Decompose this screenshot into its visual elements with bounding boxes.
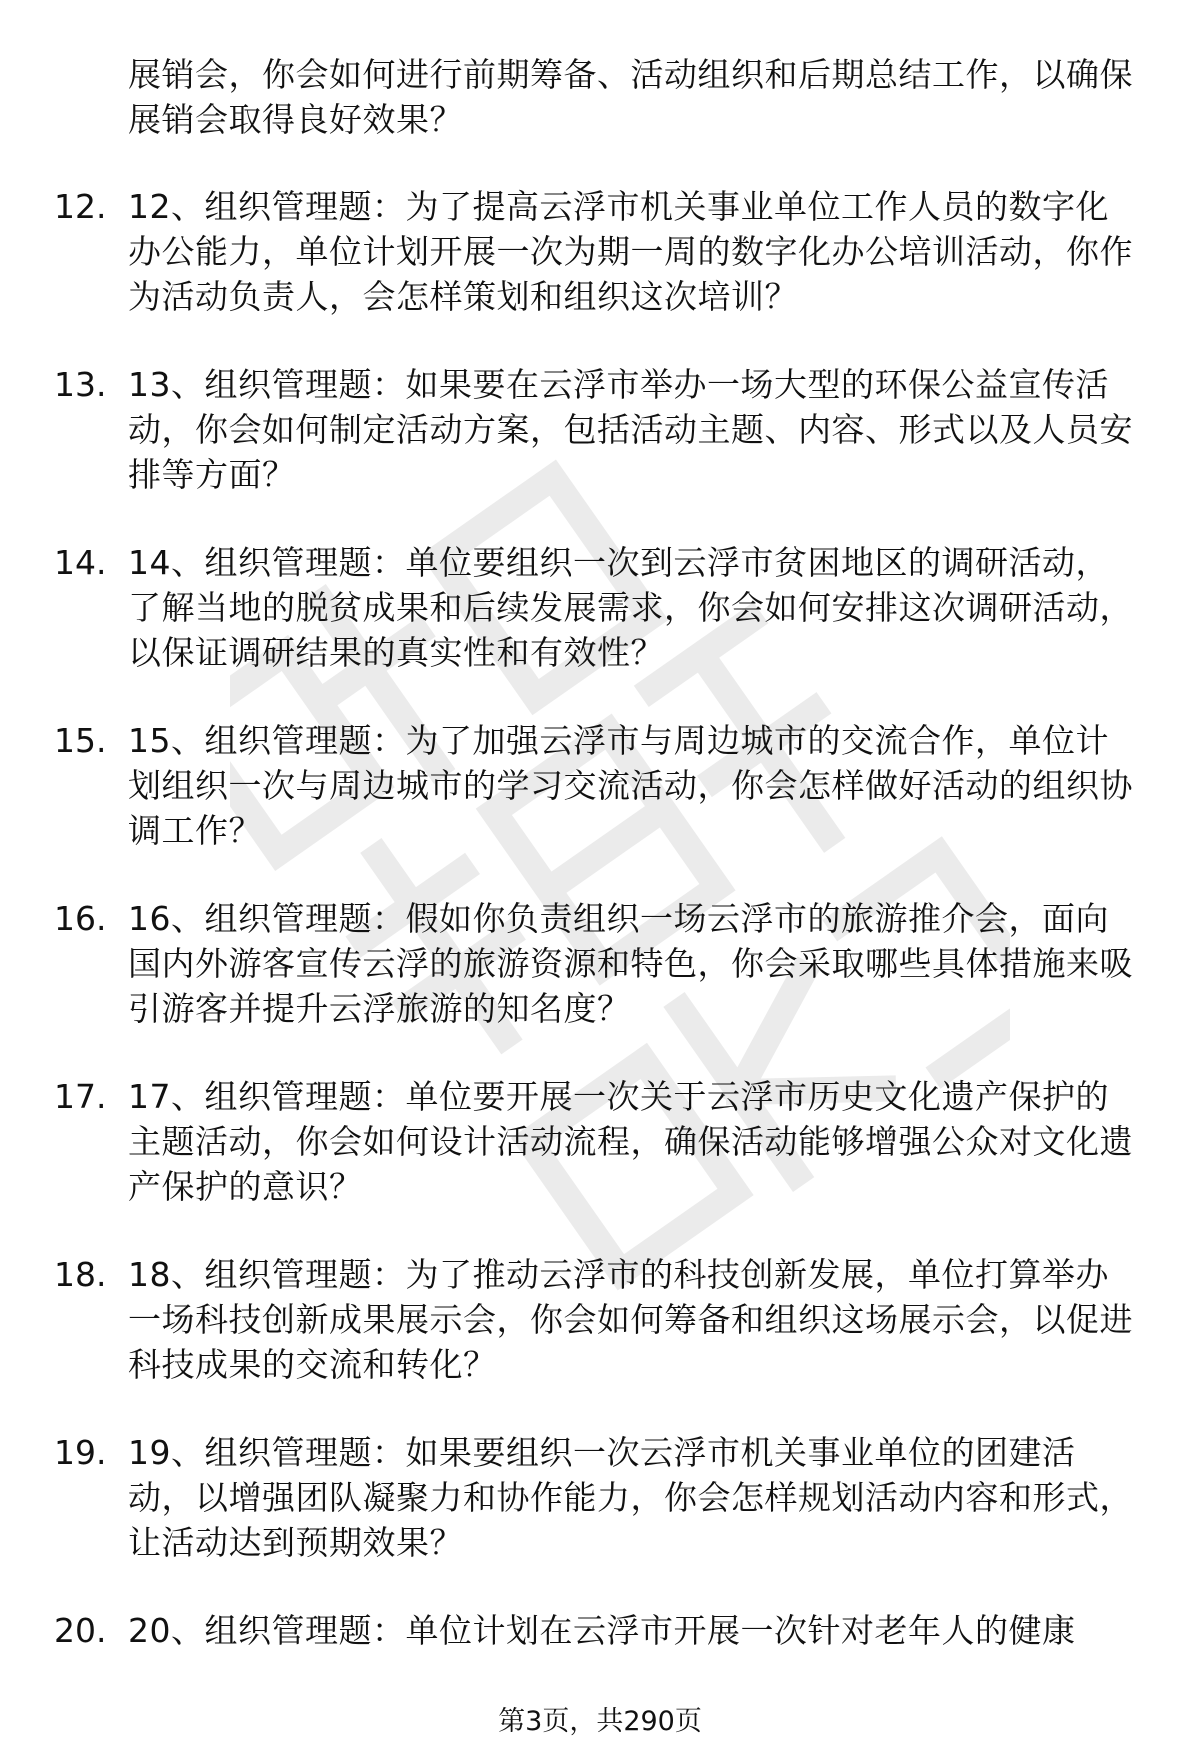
item-number: 18. bbox=[54, 1255, 107, 1294]
list-item bbox=[0, 540, 1200, 675]
item-text: 15、组织管理题：为了加强云浮市与周边城市的交流合作，单位计划组织一次与周边城市的学习交流活动，你会怎样做好活动的组织协调工作？ bbox=[128, 721, 1133, 850]
item-number: 17. bbox=[54, 1077, 107, 1116]
list-item bbox=[0, 718, 1200, 853]
list-item bbox=[0, 1608, 1200, 1653]
item-number: 13. bbox=[54, 365, 107, 404]
item-text: 20、组织管理题：单位计划在云浮市开展一次针对老年人的健康 bbox=[128, 1611, 1076, 1650]
item-number: 19. bbox=[54, 1433, 107, 1472]
item-number: 20. bbox=[54, 1611, 107, 1650]
item-number: 16. bbox=[54, 899, 107, 938]
item-number: 12. bbox=[54, 187, 107, 226]
list-item bbox=[0, 896, 1200, 1031]
question-list bbox=[0, 52, 1200, 1696]
continuation-text: 展销会，你会如何进行前期筹备、活动组织和后期总结工作，以确保展销会取得良好效果？ bbox=[128, 55, 1133, 139]
item-text: 13、组织管理题：如果要在云浮市举办一场大型的环保公益宣传活动，你会如何制定活动方案，包括活动主题、内容、形式以及人员安排等方面？ bbox=[128, 365, 1133, 494]
item-number: 15. bbox=[54, 721, 107, 760]
page-number-footer: 第3页，共290页 bbox=[498, 1706, 702, 1737]
list-item bbox=[0, 1252, 1200, 1387]
list-item bbox=[0, 1430, 1200, 1565]
list-item bbox=[0, 362, 1200, 497]
item-text: 17、组织管理题：单位要开展一次关于云浮市历史文化遗产保护的主题活动，你会如何设计活动流程，确保活动能够增强公众对文化遗产保护的意识？ bbox=[128, 1077, 1133, 1206]
item-text: 12、组织管理题：为了提高云浮市机关事业单位工作人员的数字化办公能力，单位计划开展一次为期一周的数字化办公培训活动，你作为活动负责人，会怎样策划和组织这次培训？ bbox=[128, 187, 1133, 316]
item-number: 14. bbox=[54, 543, 107, 582]
list-item bbox=[0, 184, 1200, 319]
item-text: 18、组织管理题：为了推动云浮市的科技创新发展，单位打算举办一场科技创新成果展示会，你会如何筹备和组织这场展示会，以促进科技成果的交流和转化？ bbox=[128, 1255, 1133, 1384]
item-text: 16、组织管理题：假如你负责组织一场云浮市的旅游推介会，面向国内外游客宣传云浮的旅游资源和特色，你会采取哪些具体措施来吸引游客并提升云浮旅游的知名度？ bbox=[128, 899, 1133, 1028]
list-item bbox=[0, 1074, 1200, 1209]
item-text: 14、组织管理题：单位要组织一次到云浮市贫困地区的调研活动，了解当地的脱贫成果和后续发展需求，你会如何安排这次调研活动，以保证调研结果的真实性和有效性？ bbox=[128, 543, 1133, 672]
item-text: 19、组织管理题：如果要组织一次云浮市机关事业单位的团建活动，以增强团队凝聚力和协作能力，你会怎样规划活动内容和形式，让活动达到预期效果？ bbox=[128, 1433, 1133, 1562]
